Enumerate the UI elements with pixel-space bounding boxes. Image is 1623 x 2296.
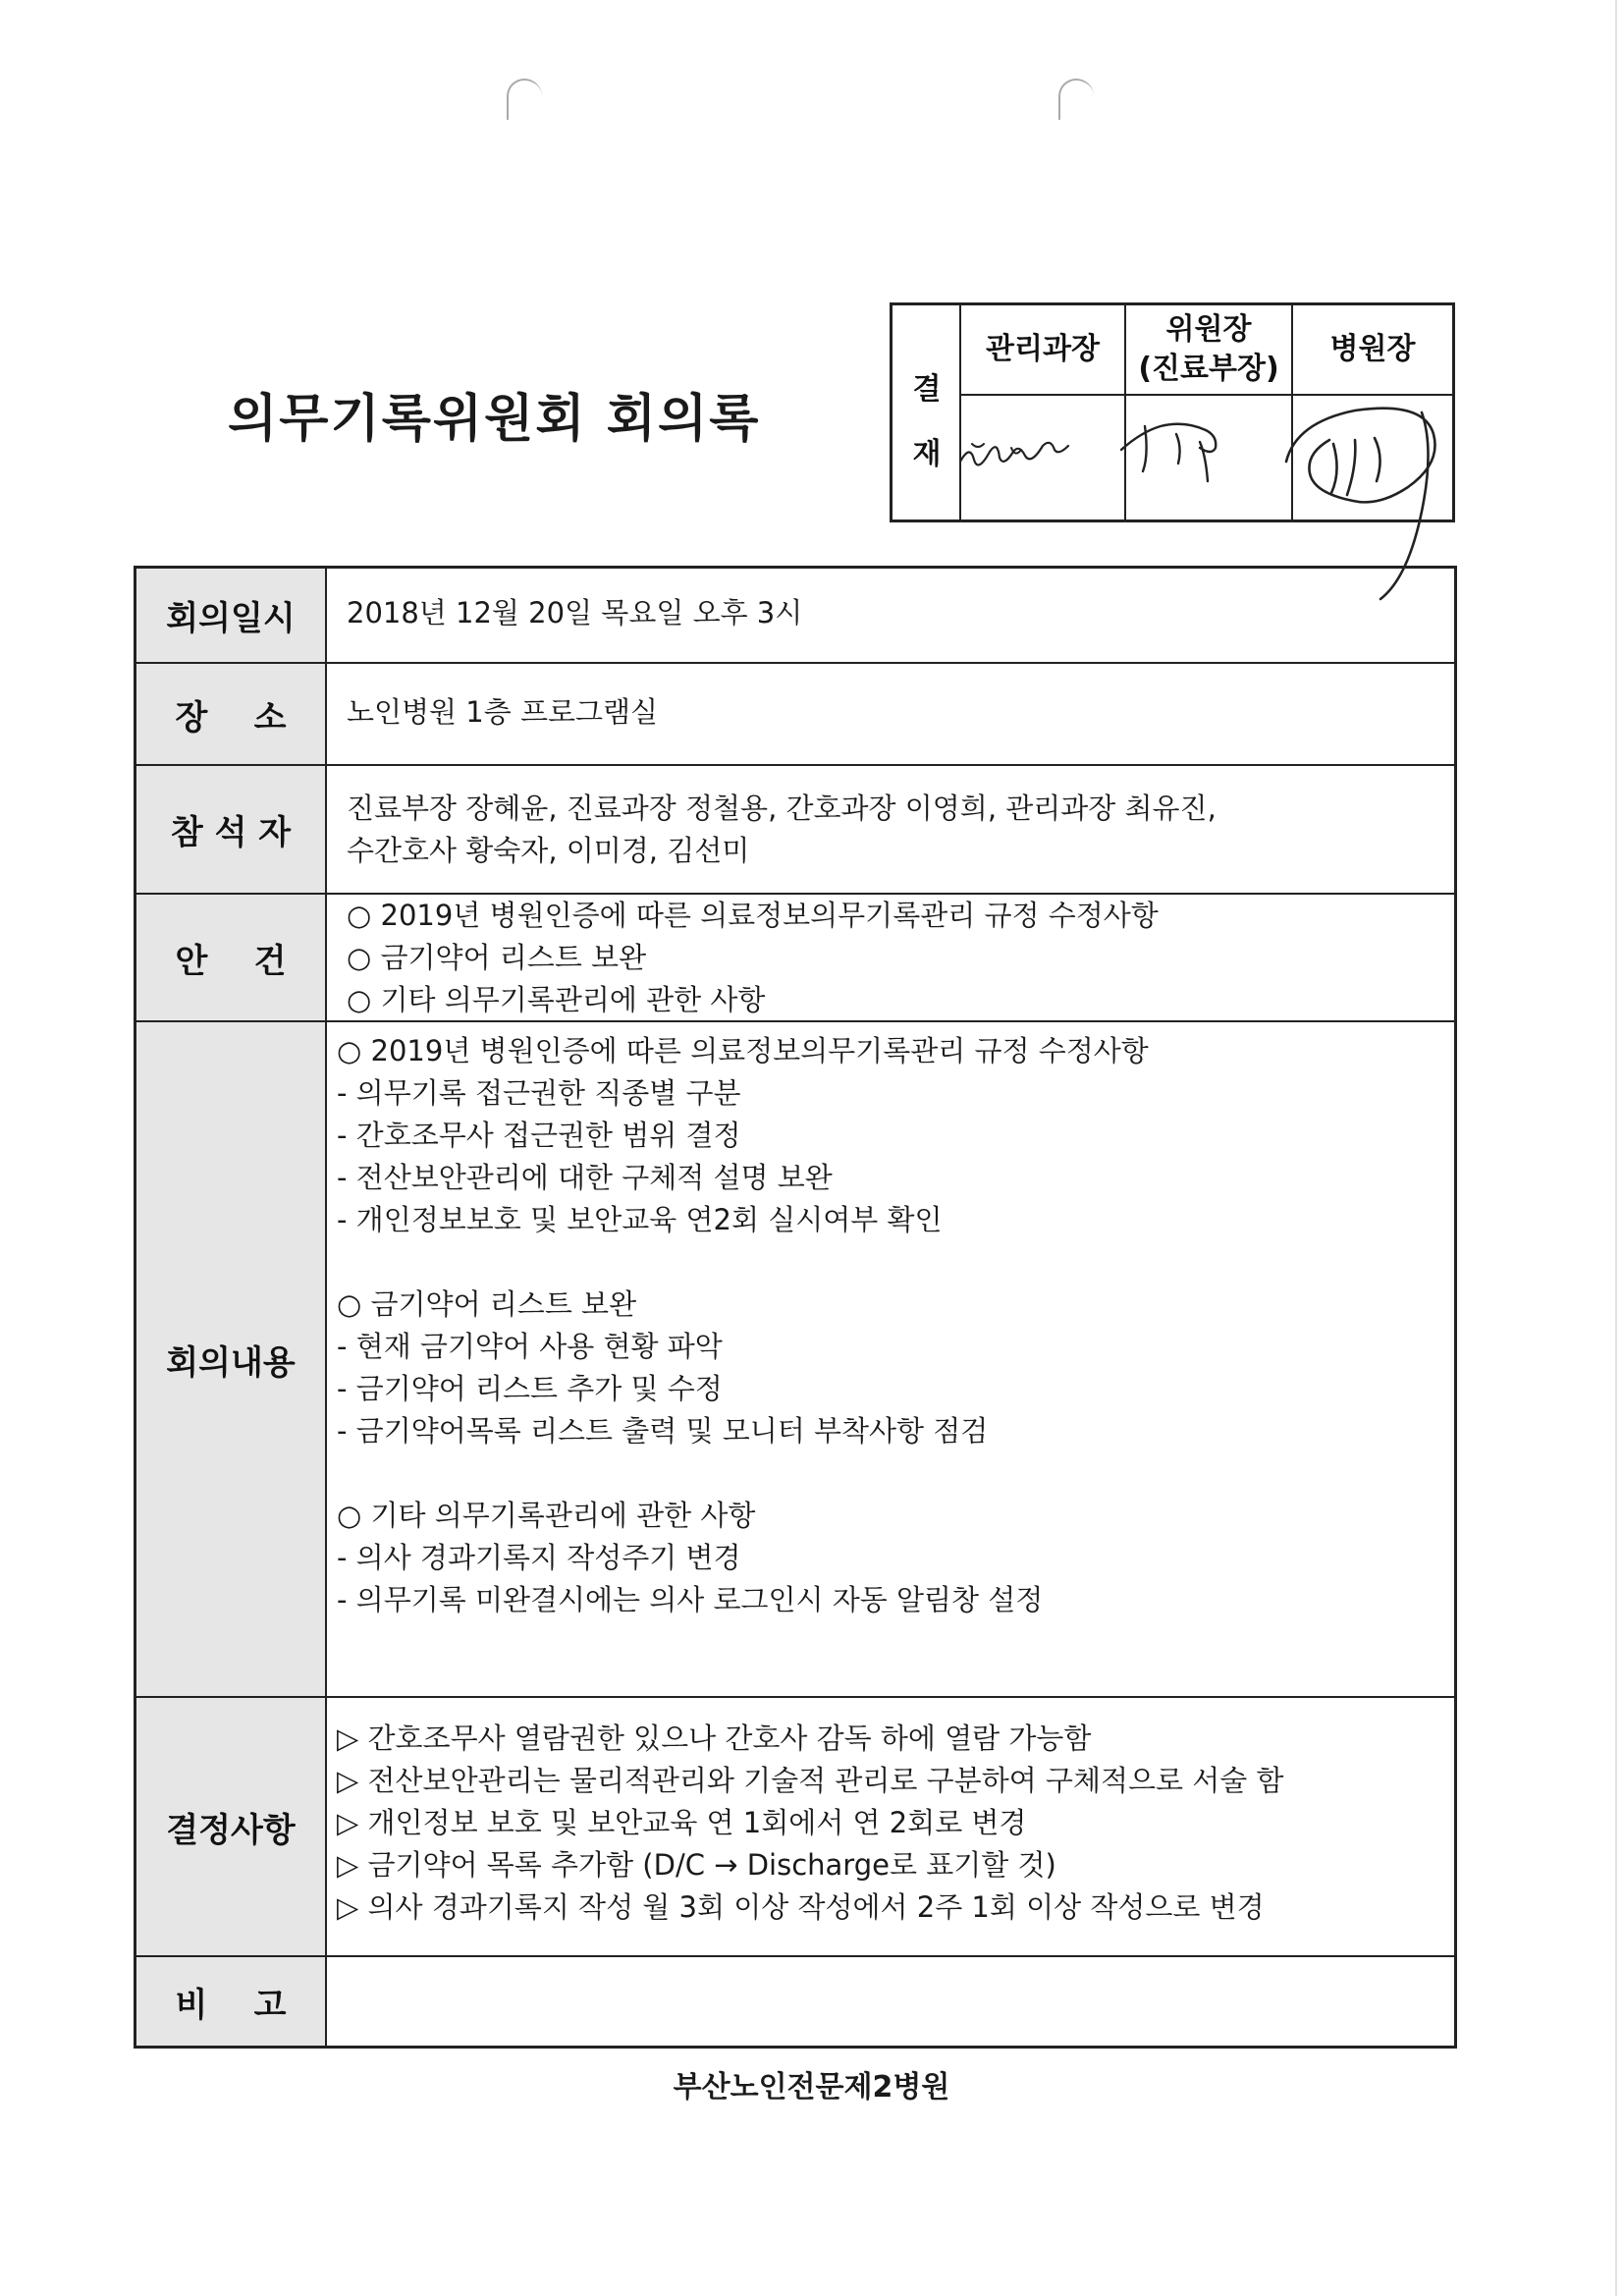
discussion-item: - 금기약어목록 리스트 출력 및 모니터 부착사항 점검 [337, 1414, 989, 1448]
label-agenda: 안 건 [136, 895, 327, 1020]
row-location [136, 664, 1454, 766]
row-discussion [136, 1022, 1454, 1698]
attendees-line: 진료부장 장혜윤, 진료과장 정철용, 간호과장 이영희, 관리과장 최유진, [347, 792, 1217, 825]
discussion-item: - 전산보안관리에 대한 구체적 설명 보완 [337, 1161, 833, 1194]
label-discussion: 회의내용 [136, 1022, 327, 1696]
row-decisions [136, 1698, 1454, 1957]
punch-hole-left [507, 79, 542, 120]
minutes-table [134, 566, 1457, 2049]
agenda-item: ○ 기타 의무기록관리에 관한 사항 [347, 983, 766, 1016]
remarks-text [347, 1979, 1440, 2021]
discussion-item: - 개인정보보호 및 보안교육 연2회 실시여부 확인 [337, 1203, 943, 1236]
decision-item: ▷ 간호조무사 열람권한 있으나 간호사 감독 하에 열람 가능함 [337, 1722, 1092, 1755]
discussion-item: - 의무기록 접근권한 직종별 구분 [337, 1076, 741, 1110]
value-agenda [347, 895, 1440, 1020]
value-meeting-datetime [347, 569, 1440, 662]
decision-item: ▷ 개인정보 보호 및 보안교육 연 1회에서 연 2회로 변경 [337, 1806, 1027, 1839]
discussion-heading: ○ 금기약어 리스트 보완 [337, 1287, 637, 1321]
value-location [347, 664, 1440, 764]
meeting-datetime-text: 2018년 12월 20일 목요일 오후 3시 [347, 596, 803, 629]
row-meeting-datetime [136, 569, 1454, 664]
label-remarks: 비 고 [136, 1957, 327, 2046]
row-agenda [136, 895, 1454, 1022]
discussion-item: - 현재 금기약어 사용 현황 파악 [337, 1330, 723, 1363]
value-discussion [337, 1022, 1440, 1696]
punch-hole-right [1058, 79, 1094, 120]
discussion-spacer [337, 1241, 1440, 1284]
approval-side-top: 결 [912, 372, 942, 407]
discussion-heading: ○ 2019년 병원인증에 따른 의료정보의무기록관리 규정 수정사항 [337, 1034, 1149, 1067]
decision-item: ▷ 의사 경과기록지 작성 월 3회 이상 작성에서 2주 1회 이상 작성으로 변경 [337, 1890, 1265, 1924]
value-remarks [347, 1957, 1440, 2046]
discussion-heading: ○ 기타 의무기록관리에 관한 사항 [337, 1499, 756, 1532]
label-meeting-datetime: 회의일시 [136, 569, 327, 662]
discussion-item: - 간호조무사 접근권한 범위 결정 [337, 1119, 741, 1152]
row-remarks [136, 1957, 1454, 2046]
discussion-spacer [337, 1452, 1440, 1495]
label-decisions: 결정사항 [136, 1698, 327, 1955]
location-text: 노인병원 1층 프로그램실 [347, 695, 659, 729]
discussion-item: - 의사 경과기록지 작성주기 변경 [337, 1541, 741, 1574]
value-decisions [337, 1698, 1440, 1955]
approval-header-director: 병원장 [1293, 305, 1452, 396]
label-location: 장 소 [136, 664, 327, 764]
approval-header-manager: 관리과장 [961, 305, 1124, 396]
agenda-item: ○ 금기약어 리스트 보완 [347, 941, 647, 974]
discussion-item: - 금기약어 리스트 추가 및 수정 [337, 1372, 723, 1405]
scan-edge [1615, 0, 1617, 2296]
approval-header-chair: 위원장 (진료부장) [1126, 305, 1291, 396]
label-attendees: 참 석 자 [136, 766, 327, 893]
decision-item: ▷ 전산보안관리는 물리적관리와 기술적 관리로 구분하여 구체적으로 서술 함 [337, 1764, 1284, 1797]
document-title: 의무기록위원회 회의록 [228, 390, 761, 449]
decision-item: ▷ 금기약어 목록 추가함 (D/C → Discharge로 표기할 것) [337, 1848, 1056, 1882]
attendees-line: 수간호사 황숙자, 이미경, 김선미 [347, 834, 750, 867]
agenda-item: ○ 2019년 병원인증에 따른 의료정보의무기록관리 규정 수정사항 [347, 899, 1159, 932]
approval-side-bottom: 재 [912, 437, 942, 471]
hospital-name-footer: 부산노인전문제2병원 [673, 2070, 950, 2105]
discussion-item: - 의무기록 미완결시에는 의사 로그인시 자동 알림창 설정 [337, 1583, 1044, 1616]
row-attendees [136, 766, 1454, 895]
value-attendees [347, 766, 1440, 893]
